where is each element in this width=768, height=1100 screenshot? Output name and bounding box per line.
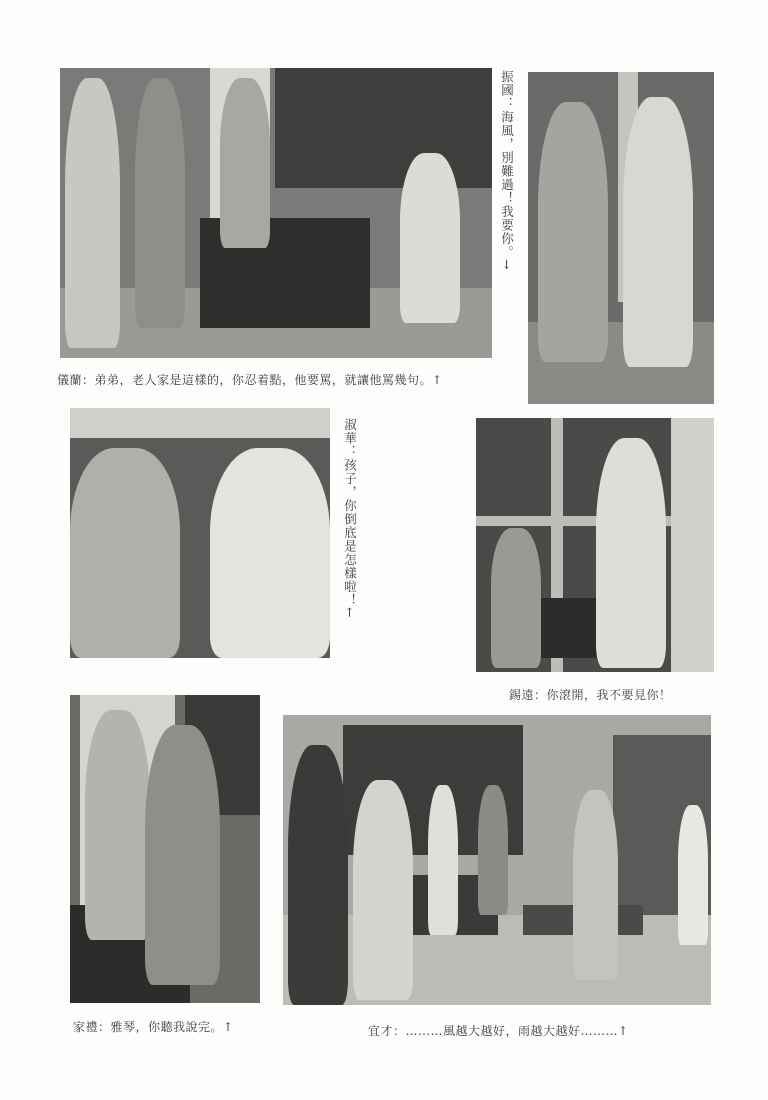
photo-3-mother-son [70,408,330,658]
caption-photo-2: 振國：海風，別難過！我要你。→ [499,70,515,271]
photo-6-ensemble [283,715,711,1005]
photo-4-confrontation [476,418,714,672]
caption-photo-5: 家禮：雅琴，你聽我說完。↑ [73,1020,234,1034]
photo-2-couple [528,72,714,404]
caption-photo-4: 錫遠：你滾開，我不要見你！ [509,688,672,702]
caption-photo-3: 淑華：孩子，你倒底是怎樣啦！← [342,418,358,619]
caption-photo-1: 儀蘭：弟弟，老人家是這樣的，你忍着點，他要罵，就讓他罵幾句。↑ [57,373,443,387]
photo-1-stage-scene [60,68,492,358]
photo-5-embrace [70,695,260,1003]
caption-photo-6: 宜才：………風越大越好，雨越大越好………↑ [368,1024,629,1038]
